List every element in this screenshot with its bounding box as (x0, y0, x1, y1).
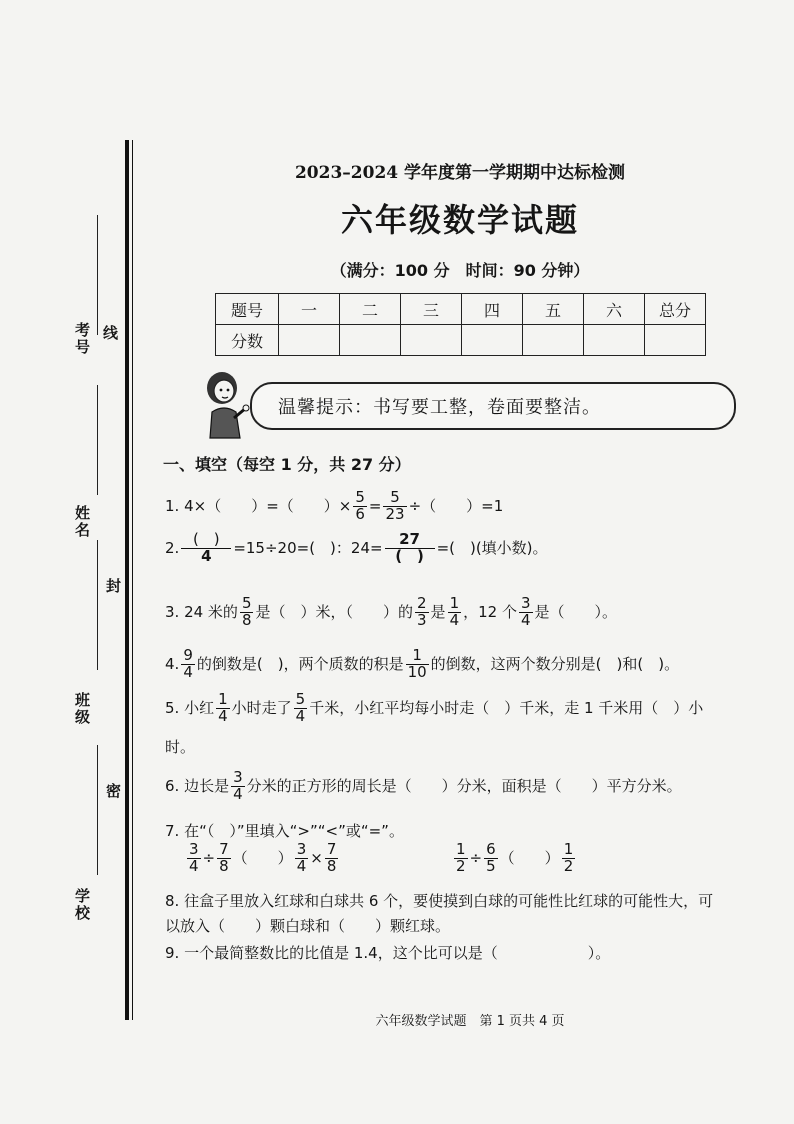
numerator: 3 (189, 840, 199, 858)
denominator: 8 (219, 856, 229, 875)
score-cell: 二 (340, 294, 401, 325)
question-7-expr-1 (185, 842, 340, 875)
q-text: 2. (165, 538, 180, 557)
denominator: 4 (449, 610, 460, 629)
score-cell: 五 (523, 294, 584, 325)
denominator: 4 (520, 610, 531, 629)
fraction (406, 648, 429, 681)
fraction (415, 596, 429, 629)
q-text: 的倒数，这两个数分别是( )和( )。 (430, 654, 680, 673)
fraction (385, 532, 435, 565)
exam-title: 六年级数学试题 (340, 201, 579, 239)
q-text: 5. 小红 (165, 698, 215, 717)
denominator: 4 (295, 706, 306, 725)
question-3 (165, 596, 617, 629)
q-text: ，12 个 (463, 602, 517, 621)
denominator: 2 (456, 856, 466, 875)
q-text: 1. 4×（ ）=（ ）× (165, 496, 352, 515)
fraction (294, 692, 308, 725)
denominator: 4 (233, 784, 243, 803)
q-text: 是 (430, 602, 446, 621)
fraction (484, 842, 498, 875)
q-text: 的倒数是( )，两个质数的积是 (196, 654, 404, 673)
score-cell: 四 (462, 294, 523, 325)
numerator: 5 (355, 488, 365, 506)
binding-line (97, 215, 98, 335)
question-8: 8. 往盒子里放入红球和白球共 6 个，要使摸到白球的可能性比红球的可能性大，可 (165, 892, 714, 910)
denominator: 8 (241, 610, 252, 629)
score-entry-cell[interactable] (645, 325, 706, 356)
score-table-header-row (216, 294, 706, 325)
fraction (519, 596, 533, 629)
question-6 (165, 770, 682, 803)
denominator: 10 (407, 662, 427, 681)
page-footer: 六年级数学试题 第 1 页共 4 页 (375, 1014, 565, 1029)
score-cell: 三 (401, 294, 462, 325)
fraction (217, 842, 231, 875)
score-table (215, 293, 706, 356)
numerator: 7 (326, 840, 337, 858)
denominator: 4 (189, 856, 199, 875)
exam-subtitle: 2023–2024 学年度第一学期期中达标检测 (294, 163, 626, 183)
score-cell: 题号 (216, 294, 279, 325)
q-text: =( )(填小数)。 (436, 538, 548, 557)
operator: ÷ (469, 848, 483, 867)
binding-label-class: 班级 (73, 692, 91, 726)
fraction (231, 770, 245, 803)
operator: ÷ (202, 848, 216, 867)
fraction (454, 842, 468, 875)
numerator: 1 (406, 648, 429, 665)
fraction (325, 842, 339, 875)
numerator: 2 (417, 594, 427, 612)
binding-rule-thin (132, 140, 133, 1020)
binding-rule-thick (125, 140, 129, 1020)
score-cell: 总分 (645, 294, 706, 325)
q-text: 小时走了 (231, 698, 292, 717)
denominator: 2 (563, 856, 574, 875)
score-cell: 六 (584, 294, 645, 325)
question-2 (165, 532, 548, 565)
score-cell: 分数 (216, 325, 279, 356)
numerator: 1 (218, 690, 228, 708)
q-text: = (368, 496, 382, 515)
numerator: 5 (241, 594, 252, 612)
teacher-illustration-icon (196, 368, 252, 440)
section-heading: 一、填空（每空 1 分，共 27 分） (163, 455, 411, 474)
fraction (353, 490, 367, 523)
answer-blank[interactable]: （ ） (232, 848, 293, 867)
exam-info: （满分：100 分 时间：90 分钟） (330, 261, 590, 280)
numerator: 9 (183, 646, 193, 664)
question-7-expr-2 (452, 842, 577, 875)
answer-blank[interactable]: （ ） (499, 848, 560, 867)
numerator: 1 (563, 840, 574, 858)
question-4 (165, 648, 679, 681)
score-entry-cell[interactable] (340, 325, 401, 356)
fraction (295, 842, 309, 875)
binding-label-school: 学校 (73, 888, 91, 922)
denominator: 3 (417, 610, 427, 629)
question-5-line2: 时。 (165, 738, 196, 756)
score-table-score-row (216, 325, 706, 356)
denominator: 5 (486, 856, 496, 875)
q-text: 是（ ）。 (534, 602, 618, 621)
denominator: 23 (385, 504, 405, 523)
fraction (181, 532, 231, 565)
numerator: 1 (449, 594, 460, 612)
score-entry-cell[interactable] (279, 325, 340, 356)
fraction (181, 648, 195, 681)
question-5 (165, 692, 703, 725)
denominator: 4 (218, 706, 228, 725)
fraction (383, 490, 406, 523)
denominator: 4 (201, 546, 212, 565)
binding-label-name: 姓名 (73, 505, 91, 539)
score-cell: 一 (279, 294, 340, 325)
question-9: 9. 一个最简整数比的比值是 1.4，这个比可以是（ ）。 (165, 944, 611, 962)
fraction (240, 596, 254, 629)
q-text: =15÷20=( )：24= (233, 538, 383, 557)
denominator: 6 (355, 504, 365, 523)
binding-label-feng: 封 (104, 578, 122, 595)
numerator: 6 (486, 840, 496, 858)
operator: × (310, 848, 323, 867)
question-7: 7. 在“（ ）”里填入“>”“<”或“=”。 (165, 822, 404, 840)
fraction (216, 692, 230, 725)
tip-text: 温馨提示：书写要工整，卷面要整洁。 (278, 397, 601, 418)
numerator: ( ) (181, 532, 231, 549)
score-entry-cell[interactable] (401, 325, 462, 356)
binding-line (97, 385, 98, 495)
numerator: 1 (456, 840, 466, 858)
q-text: 千米，小红平均每小时走（ ）千米，走 1 千米用（ ）小 (309, 698, 704, 717)
fraction (448, 596, 462, 629)
score-entry-cell[interactable] (462, 325, 523, 356)
numerator: 7 (219, 840, 229, 858)
binding-label-mi: 密 (104, 783, 122, 800)
numerator: 3 (520, 594, 531, 612)
question-1 (165, 490, 503, 523)
score-entry-cell[interactable] (523, 325, 584, 356)
q-text: 6. 边长是 (165, 776, 230, 795)
fraction (562, 842, 576, 875)
q-text: 4. (165, 654, 180, 673)
numerator: 3 (233, 768, 243, 786)
binding-label-kaohao: 考号 (73, 322, 91, 356)
numerator: 3 (296, 840, 307, 858)
binding-line (97, 745, 98, 875)
numerator: 5 (383, 490, 406, 507)
denominator: 4 (183, 662, 193, 681)
denominator: 4 (296, 856, 307, 875)
score-entry-cell[interactable] (584, 325, 645, 356)
numerator: 27 (385, 532, 435, 549)
binding-line (97, 540, 98, 670)
binding-label-xian: 线 (101, 325, 119, 342)
denominator: 8 (326, 856, 337, 875)
numerator: 5 (295, 690, 306, 708)
q-text: ÷（ ）=1 (408, 496, 504, 515)
q-text: 3. 24 米的 (165, 602, 238, 621)
q-text: 分米的正方形的周长是（ ）分米，面积是（ ）平方分米。 (246, 776, 682, 795)
q-text: 是（ ）米，（ ）的 (255, 602, 413, 621)
fraction (187, 842, 201, 875)
question-8-line2: 以放入（ ）颗白球和（ ）颗红球。 (165, 917, 451, 935)
denominator: ( ) (395, 546, 424, 565)
